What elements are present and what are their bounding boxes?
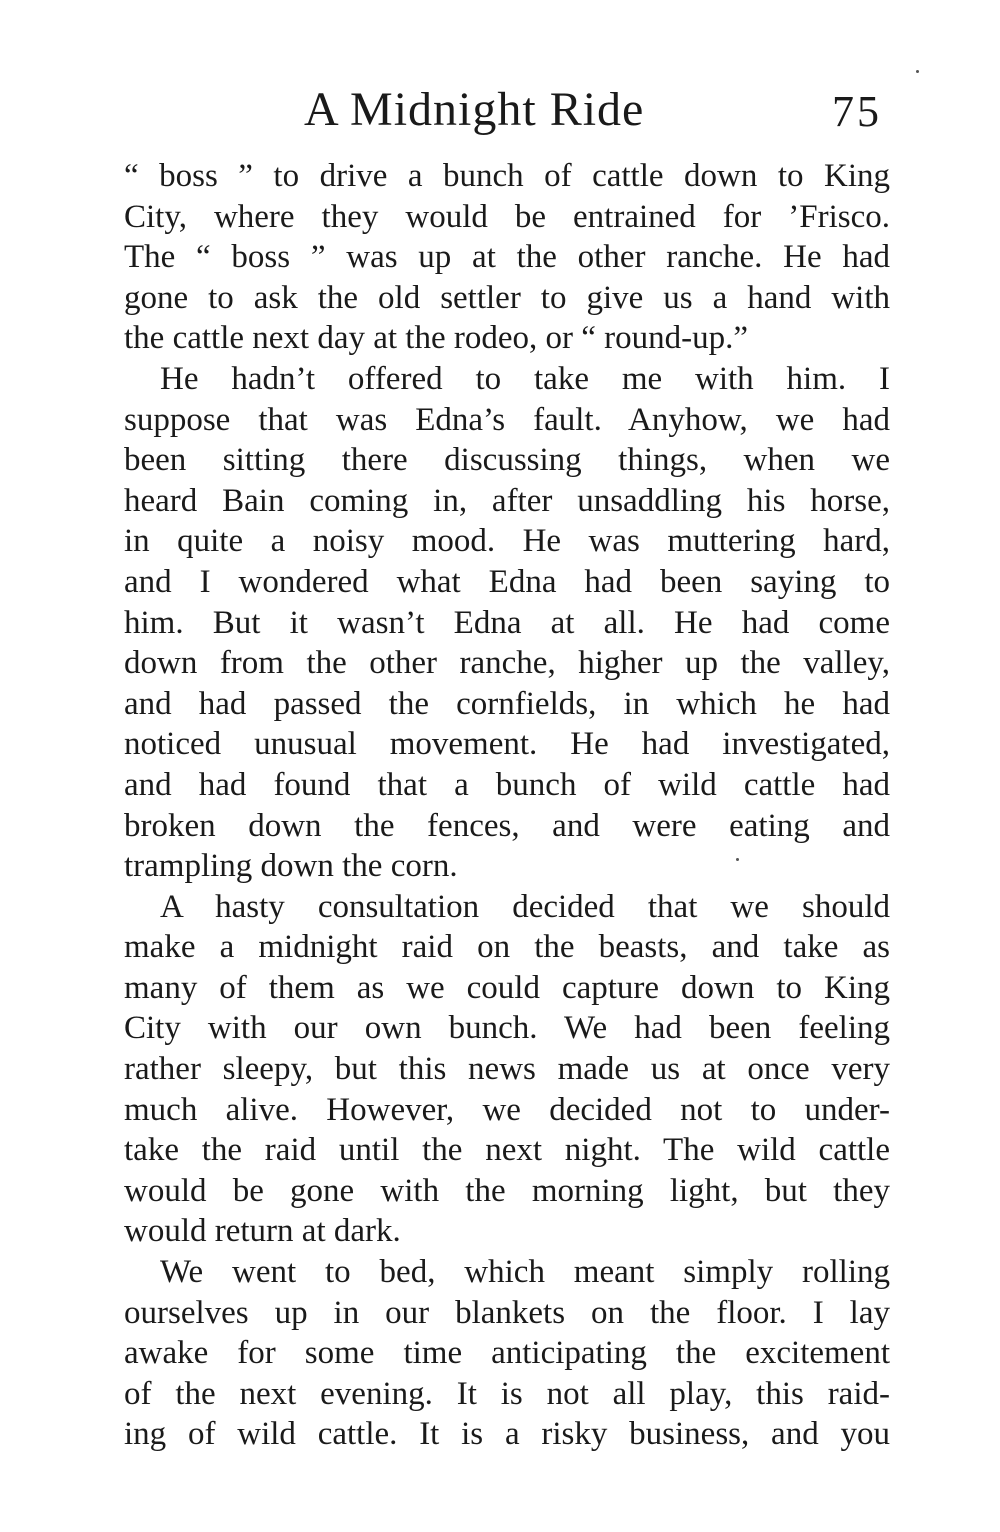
text-line: many of them as we could capture down to King — [124, 969, 890, 1006]
text-line: trampling down the corn. — [124, 848, 458, 885]
body-text — [124, 156, 890, 1455]
text-line: of the next evening. It is not all play, this raid- — [124, 1375, 890, 1412]
chapter-title: A Midnight Ride — [304, 83, 645, 136]
text-line: been sitting there discussing things, when we — [124, 442, 890, 479]
text-line: ourselves up in our blankets on the floor. I lay — [124, 1294, 890, 1331]
text-line: broken down the fences, and were eating and — [124, 807, 890, 844]
text-line: The “ boss ” was up at the other ranche. He had — [124, 239, 890, 276]
text-line: in quite a noisy mood. He was muttering hard, — [124, 523, 890, 560]
text-line: the cattle next day at the rodeo, or “ round-up.” — [124, 320, 749, 357]
text-line: much alive. However, we decided not to under- — [124, 1091, 890, 1128]
text-line: City, where they would be entrained for ’Frisco. — [124, 198, 890, 235]
text-line: suppose that was Edna’s fault. Anyhow, we had — [124, 401, 890, 438]
text-line: ing of wild cattle. It is a risky business, and you — [124, 1416, 890, 1453]
text-line: take the raid until the next night. The wild cattle — [124, 1132, 890, 1169]
page-number: 75 — [832, 87, 882, 136]
text-line: would return at dark. — [124, 1213, 401, 1250]
text-line: and had passed the cornfields, in which he had — [124, 685, 890, 722]
scan-speck — [736, 858, 739, 861]
text-line: We went to bed, which meant simply rolling — [160, 1254, 890, 1291]
text-line: City with our own bunch. We had been feeling — [124, 1010, 890, 1047]
text-line: heard Bain coming in, after unsaddling his horse, — [124, 482, 890, 519]
text-line: and had found that a bunch of wild cattle had — [124, 766, 890, 803]
text-line: gone to ask the old settler to give us a hand with — [124, 279, 890, 316]
text-line: A hasty consultation decided that we should — [160, 888, 890, 925]
text-line: awake for some time anticipating the excitement — [124, 1335, 890, 1372]
text-line: “ boss ” to drive a bunch of cattle down to King — [124, 158, 890, 194]
scan-speck — [916, 70, 919, 73]
text-line: rather sleepy, but this news made us at once very — [124, 1051, 890, 1088]
text-line: him. But it wasn’t Edna at all. He had come — [124, 604, 890, 641]
text-line: would be gone with the morning light, but they — [124, 1172, 890, 1209]
running-head — [124, 84, 890, 144]
text-line: and I wondered what Edna had been saying to — [124, 563, 890, 600]
text-line: down from the other ranche, higher up the valley, — [124, 645, 890, 682]
text-line: noticed unusual movement. He had investigated, — [124, 726, 890, 763]
text-line: make a midnight raid on the beasts, and take as — [124, 929, 890, 966]
text-line: He hadn’t offered to take me with him. I — [160, 360, 890, 397]
